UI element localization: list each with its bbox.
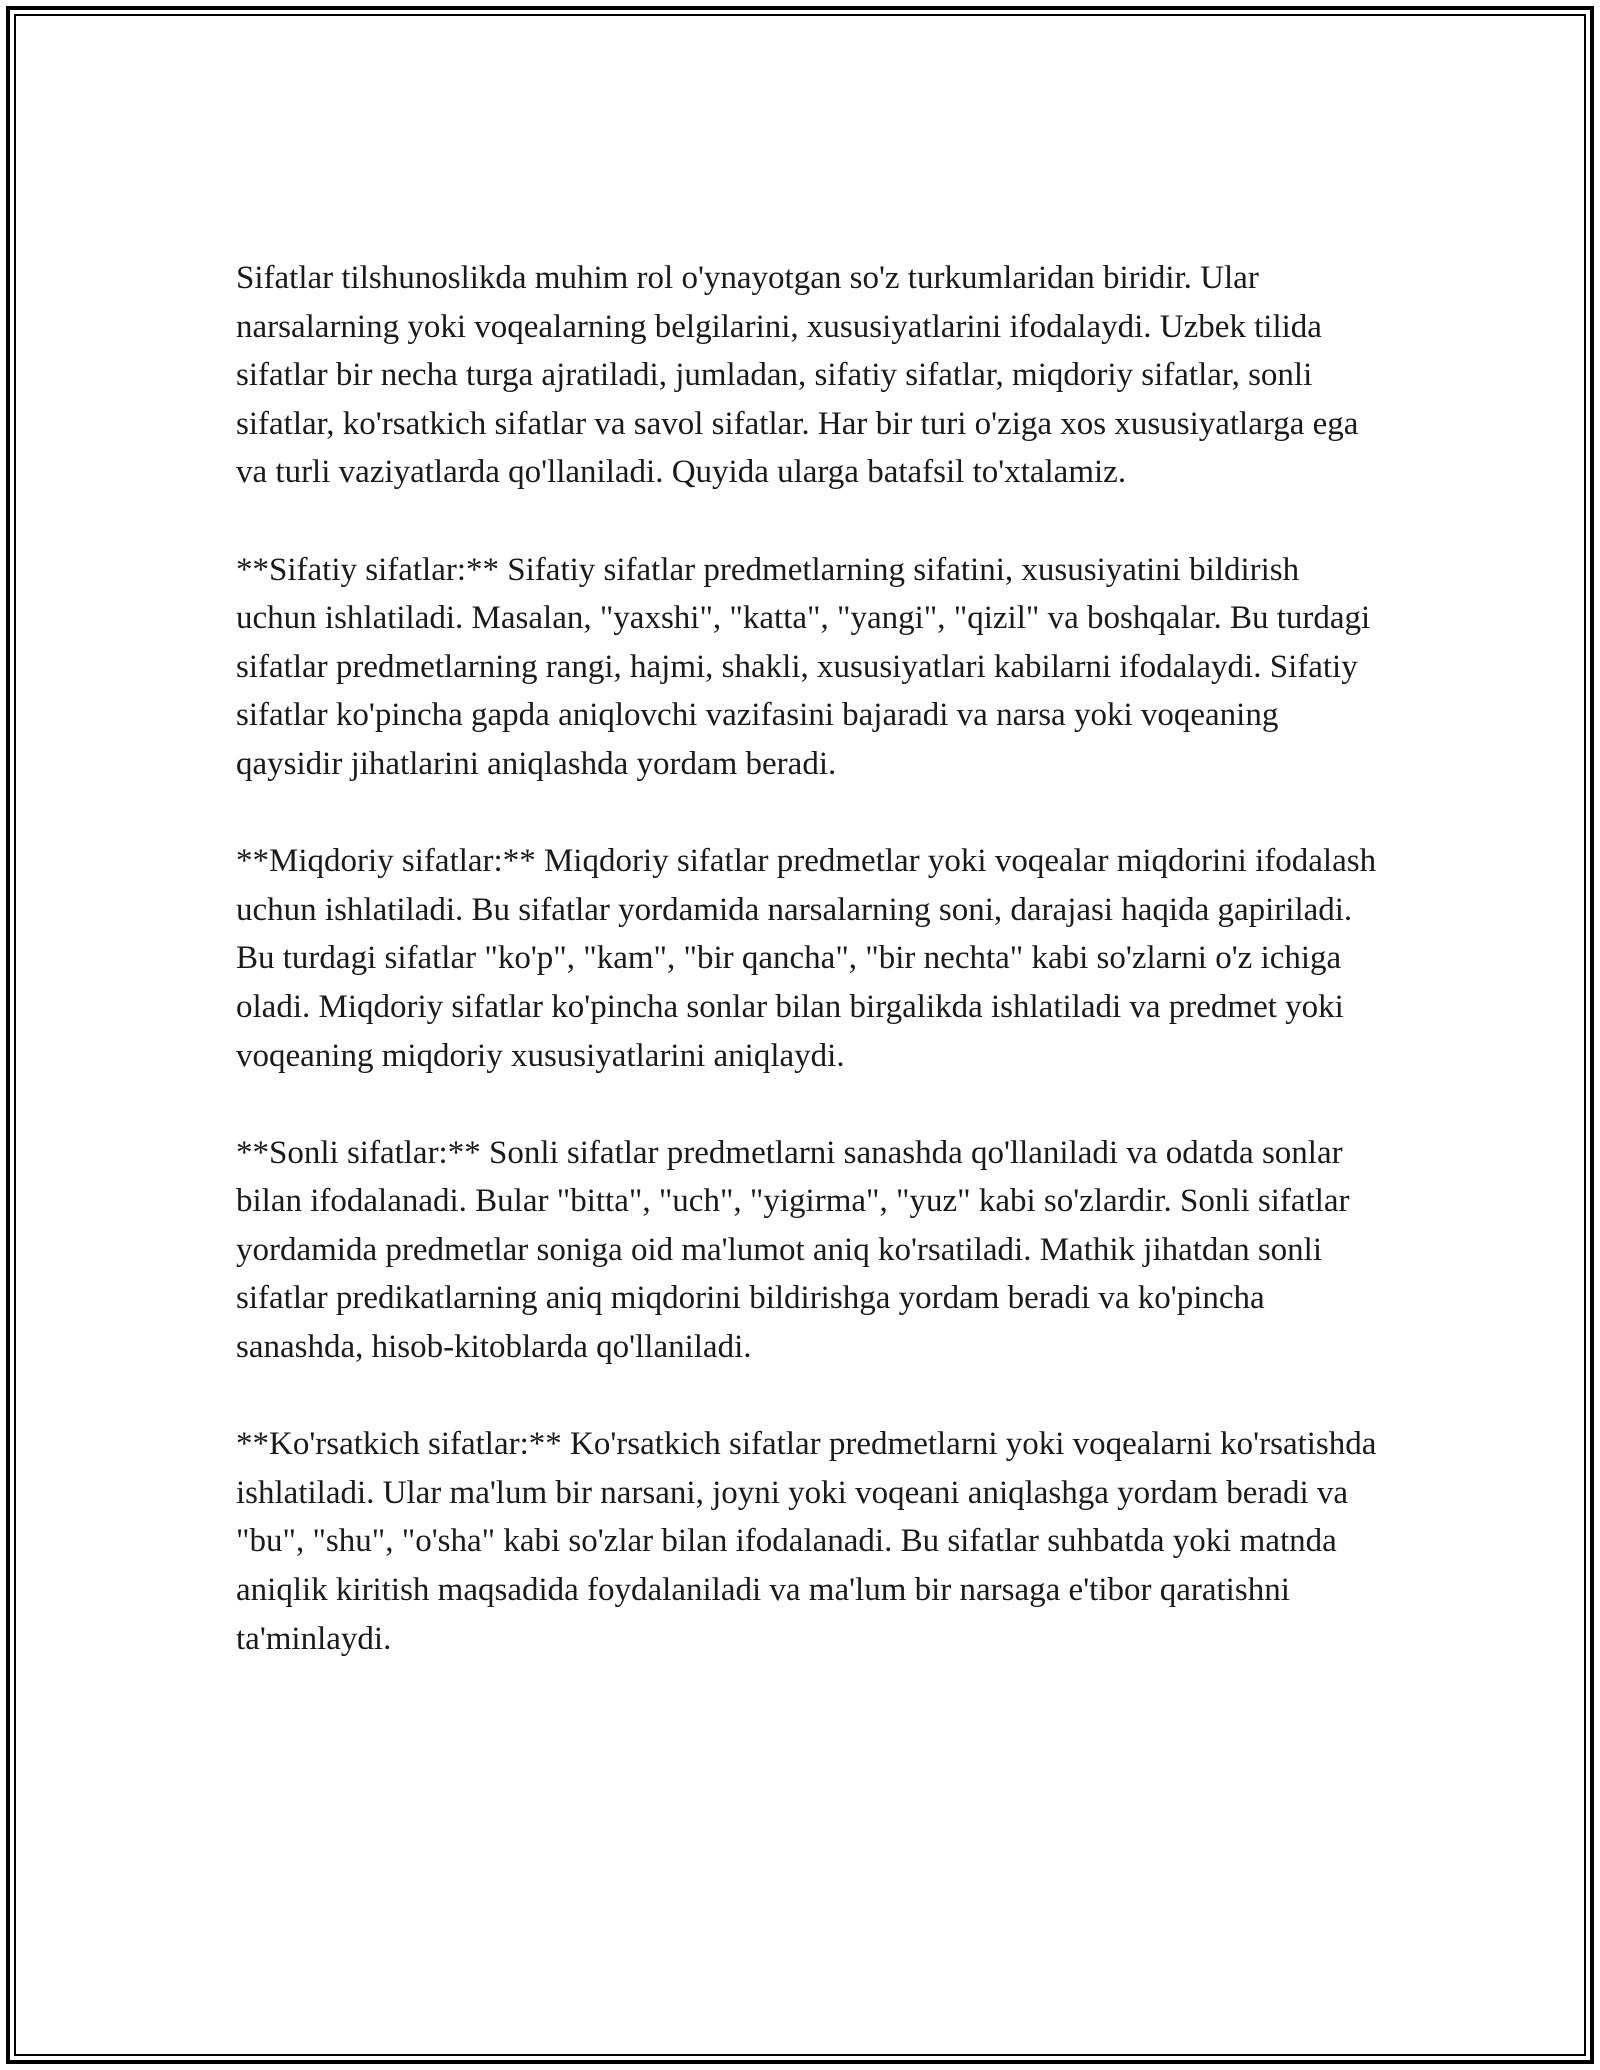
paragraph-sifatiy-sifatlar: **Sifatiy sifatlar:** Sifatiy sifatlar predmetlarning sifatini, xususiyatini bildirish uchun ishlatiladi. Masalan, "yaxshi", "katta", "yangi", "qizil" va boshqalar. Bu turdagi sifatlar predmetlarning rangi, hajmi, shakli, xususiyatlari kabilarni ifodalaydi. Sifatiy sifatlar ko'pincha gapda aniqlovchi vazifasini bajaradi va narsa yoki voqeaning qaysidir jihatlarini aniqlashda yordam beradi.: [236, 551, 1371, 782]
document-body: [236, 254, 1386, 1663]
paragraph-korsatkich-sifatlar: **Ko'rsatkich sifatlar:** Ko'rsatkich sifatlar predmetlarni yoki voqealarni ko'rsatishda ishlatiladi. Ular ma'lum bir narsani, joyni yoki voqeani aniqlashga yordam beradi va "bu", "shu", "o'sha" kabi so'zlar bilan ifodalanadi. Bu sifatlar suhbatda yoki matnda aniqlik kiritish maqsadida foydalaniladi va ma'lum bir narsaga e'tibor qaratishni ta'minlaydi.: [236, 1426, 1377, 1657]
paragraph-miqdoriy-sifatlar: **Miqdoriy sifatlar:** Miqdoriy sifatlar predmetlar yoki voqealar miqdorini ifodalash uchun ishlatiladi. Bu sifatlar yordamida narsalarning soni, darajasi haqida gapiriladi. Bu turdagi sifatlar "ko'p", "kam", "bir qancha", "bir nechta" kabi so'zlarni o'z ichiga oladi. Miqdoriy sifatlar ko'pincha sonlar bilan birgalikda ishlatiladi va predmet yoki voqeaning miqdoriy xususiyatlarini aniqlaydi.: [236, 843, 1377, 1074]
paragraph-intro: Sifatlar tilshunoslikda muhim rol o'ynayotgan so'z turkumlaridan biridir. Ular narsalarning yoki voqealarning belgilarini, xususiyatlarini ifodalaydi. Uzbek tilida sifatlar bir necha turga ajratiladi, jumladan, sifatiy sifatlar, miqdoriy sifatlar, sonli sifatlar, ko'rsatkich sifatlar va savol sifatlar. Har bir turi o'ziga xos xususiyatlarga ega va turli vaziyatlarda qo'llaniladi. Quyida ularga batafsil to'xtalamiz.: [236, 260, 1359, 491]
paragraph-sonli-sifatlar: **Sonli sifatlar:** Sonli sifatlar predmetlarni sanashda qo'llaniladi va odatda sonlar bilan ifodalanadi. Bular "bitta", "uch", "yigirma", "yuz" kabi so'zlardir. Sonli sifatlar yordamida predmetlar soniga oid ma'lumot aniq ko'rsatiladi. Mathik jihatdan sonli sifatlar predikatlarning aniq miqdorini bildirishga yordam beradi va ko'pincha sanashda, hisob-kitoblarda qo'llaniladi.: [236, 1134, 1350, 1366]
